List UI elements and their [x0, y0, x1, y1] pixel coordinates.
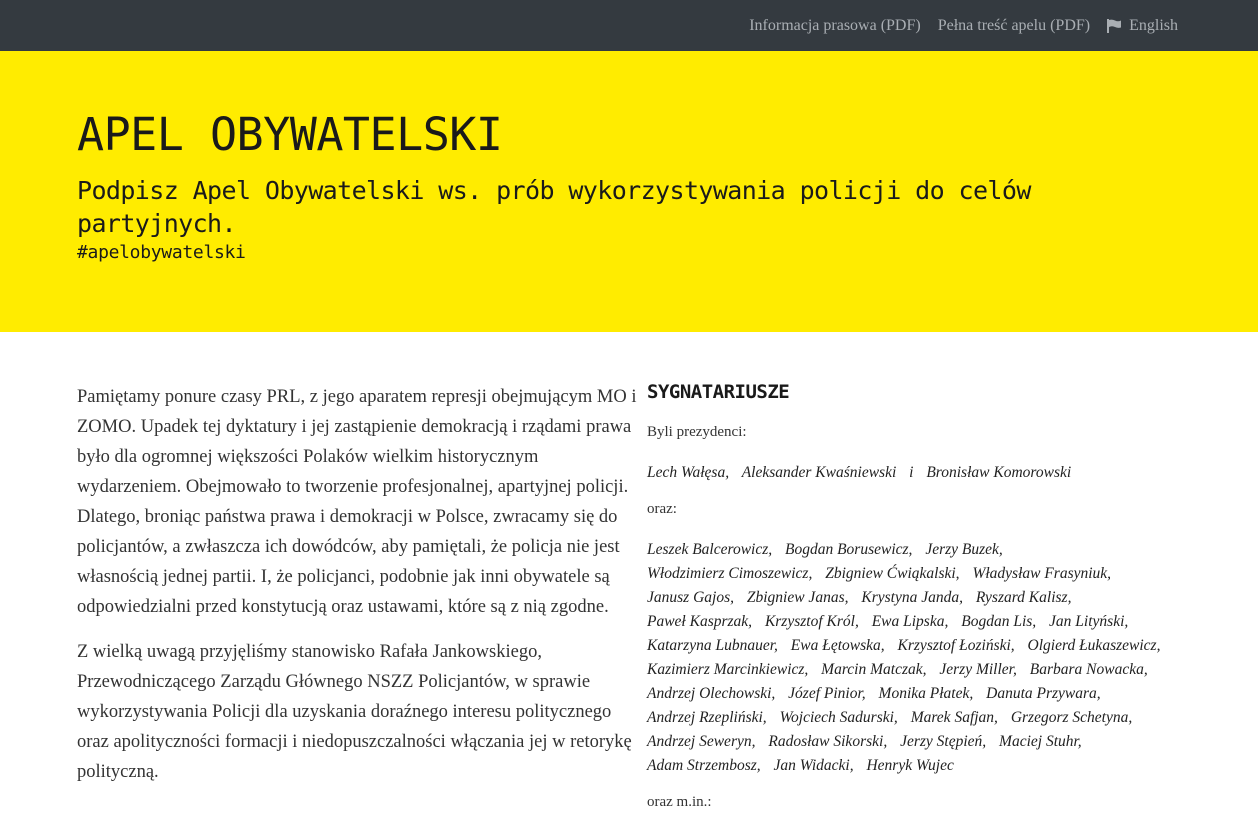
press-release-link[interactable]: Informacja prasowa (PDF)	[749, 16, 921, 34]
more-label: oraz m.in.:	[647, 794, 712, 810]
signatory-name: Kazimierz Marcinkiewicz,	[647, 661, 809, 678]
signatory-name: Ewa Lipska,	[871, 613, 949, 630]
english-label: English	[1129, 16, 1178, 34]
signatory-name: Grzegorz Schetyna,	[1010, 709, 1133, 726]
signatory-name: Jerzy Buzek,	[925, 541, 1003, 558]
signatory-name: Ryszard Kalisz,	[975, 589, 1072, 606]
presidents-list	[647, 461, 1187, 485]
signatory-name: Aleksander Kwaśniewski	[741, 464, 897, 481]
full-text-link[interactable]: Pełna treść apelu (PDF)	[937, 16, 1091, 34]
signatory-name: Krzysztof Król,	[764, 613, 859, 630]
signatories-panel	[647, 381, 1187, 831]
signatory-name: Krzysztof Łoziński,	[897, 637, 1015, 654]
signatory-name: Bogdan Lis,	[961, 613, 1037, 630]
signatory-name: Ewa Łętowska,	[790, 637, 885, 654]
signatory-name: Andrzej Seweryn,	[647, 733, 756, 750]
signatory-name: Jerzy Miller,	[939, 661, 1017, 678]
main-content	[0, 332, 1258, 810]
hashtag: #apelobywatelski	[77, 242, 246, 263]
signatory-name: Danuta Przywara,	[986, 685, 1101, 702]
signatory-name: Krystyna Janda,	[861, 589, 963, 606]
signatory-name: Andrzej Rzepliński,	[647, 709, 767, 726]
signatory-name: Leszek Balcerowicz,	[647, 541, 773, 558]
signatory-name: Marcin Matczak,	[821, 661, 927, 678]
page-subtitle: Podpisz Apel Obywatelski ws. prób wykorzystywania policji do celów partyjnych.	[77, 176, 1031, 238]
signatory-name: Jan Lityński,	[1049, 613, 1129, 630]
signatory-name: Andrzej Olechowski,	[647, 685, 776, 702]
signatory-name: Henryk Wujec	[866, 757, 954, 774]
signatories-list	[647, 538, 1187, 778]
appeal-paragraph: Pamiętamy ponure czasy PRL, z jego aparatem represji obejmującym MO i ZOMO. Upadek tej dyktatury i jej zastąpienie demokracją i rządami prawa było dla ogromnej większości Polaków wielkim historycznym wydarzeniem. Obejmowało to tworzenie profesjonalnej, apartyjnej policji. Dlatego, broniąc państwa prawa i demokracji w Polsce, zwracamy się do policjantów, a zwłaszcza ich dowódców, aby pamiętali, że policja nie jest własnością jednej partii. I, że policjanci, podobnie jak inni obywatele są odpowiedzialni przed konstytucją oraz ustawami, które są z nią zgodne.	[77, 387, 637, 617]
flag-icon	[1107, 19, 1122, 33]
signatory-name: i	[909, 464, 914, 481]
signatory-name: Bogdan Borusewicz,	[785, 541, 913, 558]
signatory-name: Wojciech Sadurski,	[779, 709, 898, 726]
signatory-name: Radosław Sikorski,	[768, 733, 888, 750]
signatory-name: Józef Pinior,	[788, 685, 866, 702]
signatory-name: Jan Widacki,	[773, 757, 854, 774]
signatory-name: Katarzyna Lubnauer,	[647, 637, 778, 654]
and-label: oraz:	[647, 501, 677, 517]
presidents-label: Byli prezydenci:	[647, 424, 747, 440]
signatory-name: Janusz Gajos,	[647, 589, 734, 606]
signatory-name: Barbara Nowacka,	[1029, 661, 1148, 678]
top-navbar	[0, 0, 1258, 51]
appeal-paragraph: Z wielką uwagą przyjęliśmy stanowisko Rafała Jankowskiego, Przewodniczącego Zarządu Głównego NSZZ Policjantów, w sprawie wykorzystywania Policji dla uzyskania doraźnego interesu politycznego oraz apolityczności formacji i niedopuszczalności włączania jej w retorykę polityczną.	[77, 642, 632, 782]
signatory-name: Monika Płatek,	[878, 685, 974, 702]
signatory-name: Lech Wałęsa,	[647, 464, 730, 481]
signatory-name: Jerzy Stępień,	[900, 733, 987, 750]
signatory-name: Marek Safjan,	[910, 709, 998, 726]
hero-banner	[0, 51, 1258, 332]
appeal-text	[77, 382, 647, 802]
signatory-name: Maciej Stuhr,	[999, 733, 1082, 750]
signatory-name: Zbigniew Janas,	[746, 589, 849, 606]
page-title: APEL OBYWATELSKI	[77, 108, 503, 161]
english-language-link[interactable]	[1107, 17, 1178, 35]
signatory-name: Władysław Frasyniuk,	[972, 565, 1112, 582]
signatory-name: Zbigniew Ćwiąkalski,	[825, 565, 960, 582]
signatory-name: Włodzimierz Cimoszewicz,	[647, 565, 813, 582]
signatory-name: Bronisław Komorowski	[926, 464, 1072, 481]
signatory-name: Adam Strzembosz,	[647, 757, 761, 774]
signatories-heading: SYGNATARIUSZE	[647, 381, 790, 403]
signatory-name: Olgierd Łukaszewicz,	[1027, 637, 1161, 654]
signatory-name: Paweł Kasprzak,	[647, 613, 753, 630]
